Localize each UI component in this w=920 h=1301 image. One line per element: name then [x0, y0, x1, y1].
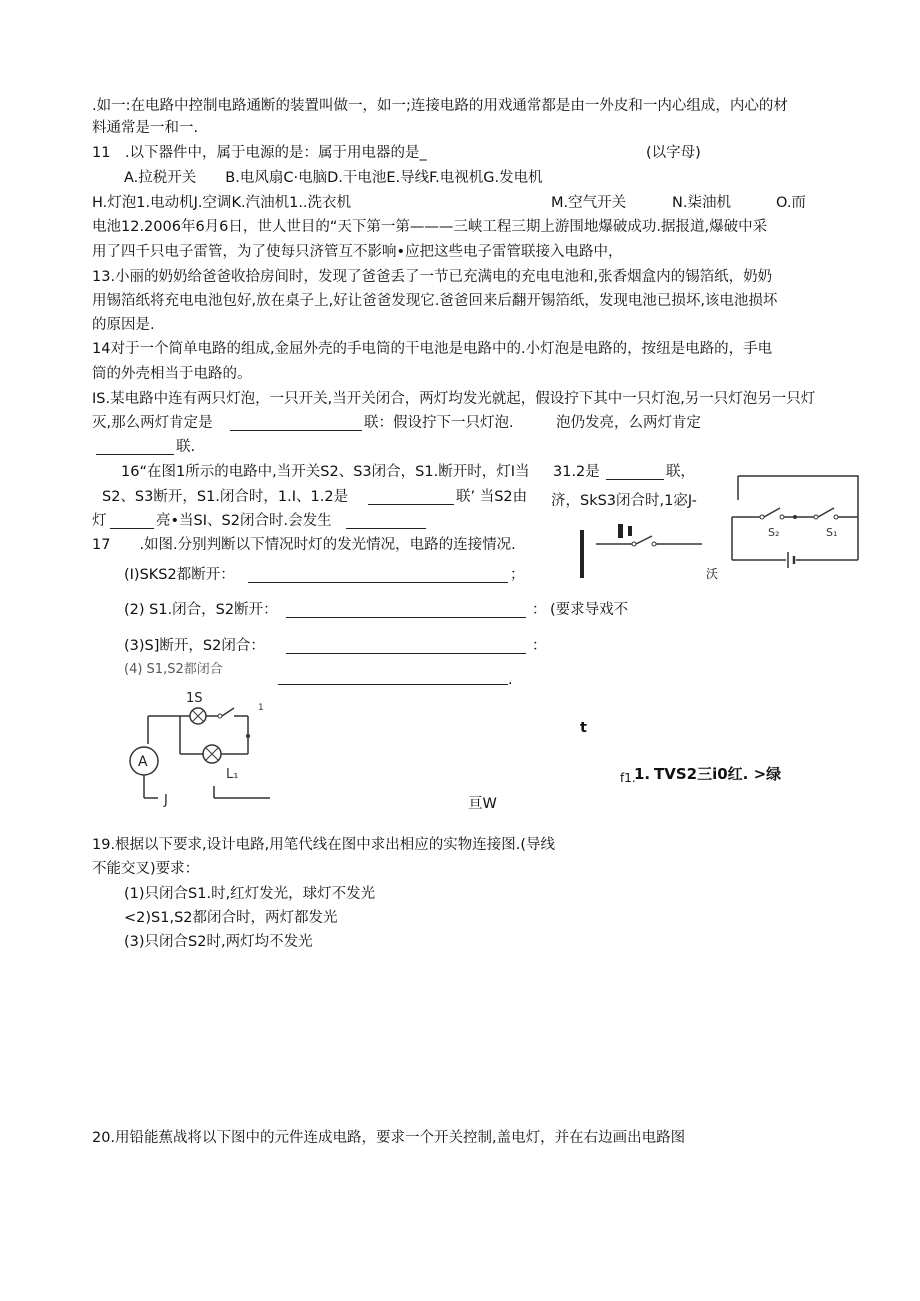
q17-case-1: (I)SKS2都断开：	[124, 567, 235, 583]
fig16-circuit	[718, 460, 868, 584]
q11-options-2: H.灯泡1.电动机J.空调K.汽油机1..洗衣机	[92, 195, 352, 211]
q15-line-2c: 泡仍发亮，么两灯肯定	[556, 415, 701, 431]
q16-blank-3[interactable]	[110, 512, 154, 529]
fig16-s1-label: S₁	[826, 526, 838, 539]
q16-blank-right[interactable]	[606, 463, 664, 480]
fig17-l1-label: L₁	[226, 767, 239, 782]
q17-case-2: (2) S1.闭合，S2断开：	[124, 602, 278, 618]
q14-line-2: 筒的外壳相当于电路的。	[92, 366, 252, 382]
q17-case-3: (3)S]断开，S2闭合：	[124, 638, 265, 654]
q14-line-1: 14对于一个简单电路的组成,金屈外壳的手电筒的干电池是电路中的.小灯泡是电路的，按纽是电路的，手电	[92, 341, 773, 357]
q16-line-2a: S2、S3断开，S1.闭合时，1.I、1.2是	[102, 489, 349, 505]
q19-req-1: (1)只闭合S1.时,红灯发光，球灯不发光	[124, 886, 376, 902]
q17-blank-1[interactable]	[248, 566, 508, 583]
fig16-s2-label: S₂	[768, 526, 780, 539]
q11-options-1: A.拉税开关 B.电风扇C·电脑D.干电池E.导线F.电视机G.发电机	[124, 170, 543, 186]
q17-blank-3[interactable]	[286, 637, 526, 654]
q15-line-2b: 联：假设拧下一只灯泡.	[364, 415, 514, 431]
q16-line-3a: 灯	[92, 513, 107, 529]
q20-line-1: 20.用铅能蕉战将以下图中的元件连成电路，要求一个开关控制,盖电灯，并在右边画出电路图	[92, 1130, 686, 1146]
misc-red-prefix: f1.	[620, 771, 636, 785]
q16-right-2: 济，SkS3闭合时,1宓J-	[551, 493, 697, 509]
q12-line-1: 电池12.2006年6月6日，世人世目的“天下第一第———三峡工程三期上游围地爆破成功.据报道,爆破中采	[92, 219, 768, 235]
q11-note: (以字母)	[646, 145, 701, 161]
q17-case-1-end: ；	[510, 567, 525, 583]
q13-line-2: 用锡箔纸将充电电池包好,放在桌子上,好让爸爸发现它.爸爸回来后翻开锡箔纸，发现电池已损坏,该电池损坏	[92, 293, 778, 309]
fig17-circuit	[118, 686, 288, 810]
misc-red-green: TVS2三i0红. >绿	[654, 765, 782, 783]
q16-right-1b: 联，	[666, 464, 695, 480]
fig17-ammeter-label: A	[138, 754, 148, 770]
q16-blank-4[interactable]	[346, 512, 426, 529]
misc-fragment-char: 沃	[706, 567, 719, 581]
misc-t: t	[580, 720, 587, 736]
q16-blank-2[interactable]	[368, 488, 454, 505]
fig16-fragment	[578, 520, 708, 580]
q19-line-1: 19.根据以下要求,设计电路,用笔代线在图中求出相应的实物连接图.(导线	[92, 837, 556, 853]
q16-right-1a: 31.2是	[553, 464, 600, 480]
q16-line-2b: 联’ 当S2由	[456, 489, 528, 505]
q16-line-3b: 亮•当SI、S2闭合时.会发生	[156, 513, 332, 529]
q11-option-o: O.而	[776, 195, 806, 211]
q17-case-2-end: ：	[532, 602, 547, 618]
q15-line-3: 联.	[176, 439, 196, 455]
q17-blank-4[interactable]	[278, 668, 508, 685]
q16-line-1: 16“在图1所示的电路中,当开关S2、S3闭合，S1.断开时，灯I当	[121, 464, 530, 480]
svg-text:1: 1	[258, 703, 264, 713]
q17-blank-2[interactable]	[286, 601, 526, 618]
q11-stem: 11 .以下器件中，属于电源的是：属于用电器的是_	[92, 145, 427, 161]
q10-line-2: 料通常是一和一.	[92, 120, 199, 136]
q17-case-4-end: .	[508, 672, 513, 688]
q12-line-2: 用了四千只电子雷管，为了使每只济管互不影响•应把这些电子雷管联接入电路中，	[92, 244, 623, 260]
q19-line-2: 不能交叉)要求：	[92, 861, 200, 877]
q17-case-2-note: (要求导戏不	[550, 602, 629, 618]
q10-line-1: .如一:在电路中控制电路通断的装置叫做一，如一;连接电路的用戏通常都是由一外皮和一内心组成，内心的材	[92, 98, 788, 114]
q11-option-n: N.柒油机	[672, 195, 731, 211]
q15-blank-2[interactable]	[96, 438, 174, 455]
q15-line-2a: 灭,那么两灯肯定是	[92, 415, 213, 431]
q17-stem: 17 .如图.分别判断以下情况时灯的发光情况，电路的连接情况.	[92, 537, 516, 553]
misc-hw: 亘W	[468, 796, 497, 812]
q19-req-3: (3)只闭合S2时,两灯均不发光	[124, 934, 313, 950]
fig17-j-label: J	[164, 793, 168, 808]
q15-blank-1[interactable]	[230, 414, 362, 431]
q17-case-4-cut: (4) S1,S2都闭合	[124, 662, 223, 677]
q11-option-m: M.空气开关	[551, 195, 627, 211]
q13-line-1: 13.小丽的奶奶给爸爸收拾房间时，发现了爸爸丢了一节已充满电的充电电池和,张香烟盒内的锡箔纸，奶奶	[92, 269, 773, 285]
q17-case-3-end: ：	[532, 638, 547, 654]
q19-req-2: <2)S1,S2都闭合时，两灯都发光	[124, 910, 338, 926]
misc-red-num: 1.	[634, 765, 651, 783]
q15-line-1: IS.某电路中连有两只灯泡，一只开关,当开关闭合，两灯均发光就起，假设拧下其中一只灯泡,另一只灯泡另一只灯	[92, 391, 816, 407]
fig17-s-label: 1S	[186, 691, 203, 706]
q13-line-3: 的原因是.	[92, 317, 155, 333]
